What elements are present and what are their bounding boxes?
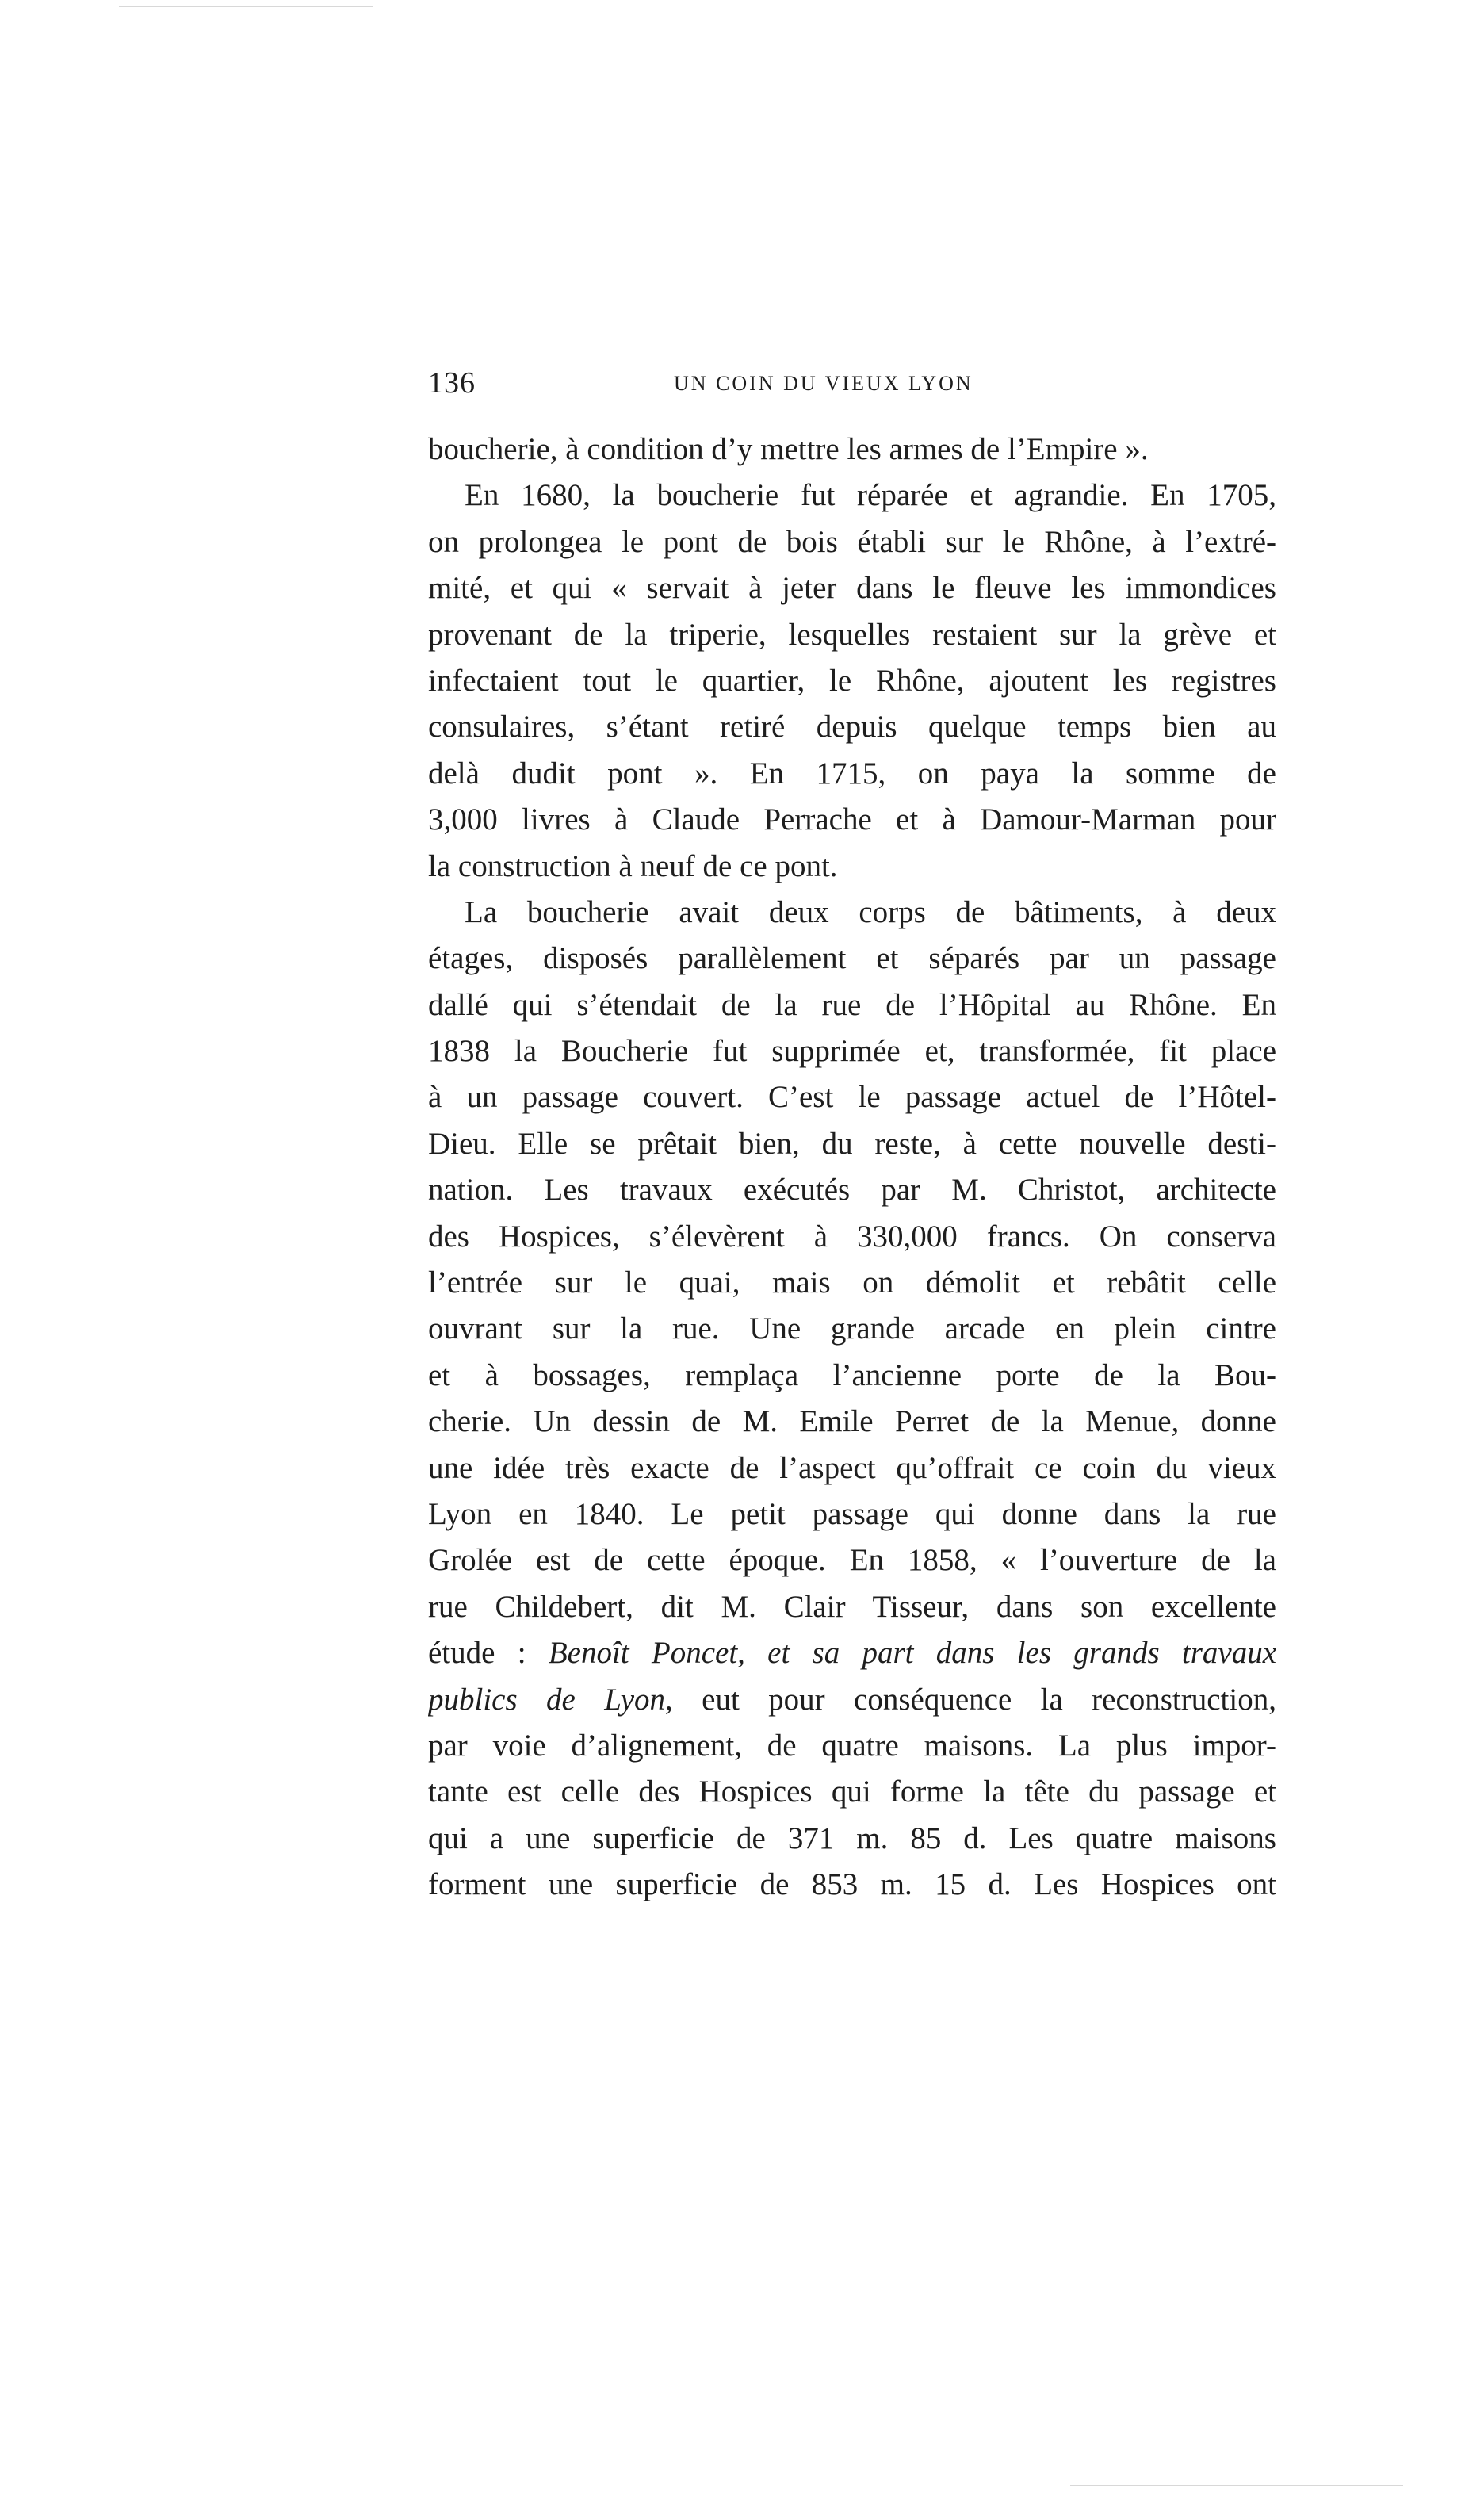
italic-work-title: Benoît Poncet, et sa part dans les grands travaux <box>548 1636 1276 1671</box>
text-line: qui a une superficie de 371 m. 85 d. Les quatre maisons <box>428 1821 1276 1855</box>
italic-work-title: publics de Lyon, <box>428 1682 673 1717</box>
text-line-with-italic-title <box>428 1677 1276 1723</box>
text-line: rue Childebert, dit M. Clair Tisseur, dans son excellente <box>428 1589 1276 1624</box>
text-line: dallé qui s’étendait de la rue de l’Hôpital au Rhône. En <box>428 987 1276 1022</box>
text-line: étages, disposés parallèlement et séparés par un passage <box>428 941 1276 976</box>
body-text <box>428 427 1276 1909</box>
text-line: l’entrée sur le quai, mais on démolit et rebâtit celle <box>428 1265 1276 1300</box>
text-segment: étude : <box>428 1636 549 1671</box>
text-line: des Hospices, s’élevèrent à 330,000 francs. On conserva <box>428 1219 1276 1254</box>
text-line: une idée très exacte de l’aspect qu’offrait ce coin du vieux <box>428 1450 1276 1485</box>
text-segment: eut pour conséquence la reconstruction, <box>672 1682 1276 1717</box>
text-line: et à bossages, remplaça l’ancienne porte de la Bou- <box>428 1357 1276 1392</box>
text-line-with-italic-title <box>428 1630 1276 1676</box>
text-line: on prolongea le pont de bois établi sur le Rhône, à l’extré- <box>428 524 1276 559</box>
page-header <box>428 361 1276 408</box>
text-line: Dieu. Elle se prêtait bien, du reste, à cette nouvelle desti- <box>428 1126 1276 1161</box>
running-title: UN COIN DU VIEUX LYON <box>674 372 973 395</box>
text-line: boucherie, à condition d’y mettre les armes de l’Empire ». <box>428 432 1149 466</box>
text-line: Grolée est de cette époque. En 1858, « l’ouverture de la <box>428 1543 1276 1578</box>
page-number: 136 <box>428 366 476 400</box>
text-line: tante est celle des Hospices qui forme la tête du passage et <box>428 1775 1276 1809</box>
scan-edge-top <box>119 6 373 7</box>
text-line: provenant de la triperie, lesquelles restaient sur la grève et <box>428 617 1276 652</box>
text-line: mité, et qui « servait à jeter dans le fleuve les immondices <box>428 571 1276 606</box>
text-line: par voie d’alignement, de quatre maisons. La plus impor- <box>428 1728 1276 1763</box>
text-line: nation. Les travaux exécutés par M. Christot, architecte <box>428 1173 1276 1208</box>
text-line: la construction à neuf de ce pont. <box>428 848 838 883</box>
scan-edge-bottom <box>1070 2485 1403 2486</box>
text-line: forment une superficie de 853 m. 15 d. Les Hospices ont <box>428 1867 1276 1902</box>
text-line: 1838 la Boucherie fut supprimée et, transformée, fit place <box>428 1034 1276 1069</box>
text-line: delà dudit pont ». En 1715, on paya la somme de <box>428 756 1276 791</box>
text-line: 3,000 livres à Claude Perrache et à Damour-Marman pour <box>428 802 1276 837</box>
text-line: ouvrant sur la rue. Une grande arcade en plein cintre <box>428 1311 1276 1346</box>
text-line: à un passage couvert. C’est le passage actuel de l’Hôtel- <box>428 1080 1276 1115</box>
text-line: La boucherie avait deux corps de bâtiments, à deux <box>465 894 1276 929</box>
text-line: Lyon en 1840. Le petit passage qui donne dans la rue <box>428 1496 1276 1531</box>
text-line: consulaires, s’étant retiré depuis quelque temps bien au <box>428 710 1276 745</box>
text-line: En 1680, la boucherie fut réparée et agrandie. En 1705, <box>465 478 1276 513</box>
text-line: cherie. Un dessin de M. Emile Perret de la Menue, donne <box>428 1404 1276 1439</box>
text-line: infectaient tout le quartier, le Rhône, ajoutent les registres <box>428 663 1276 698</box>
